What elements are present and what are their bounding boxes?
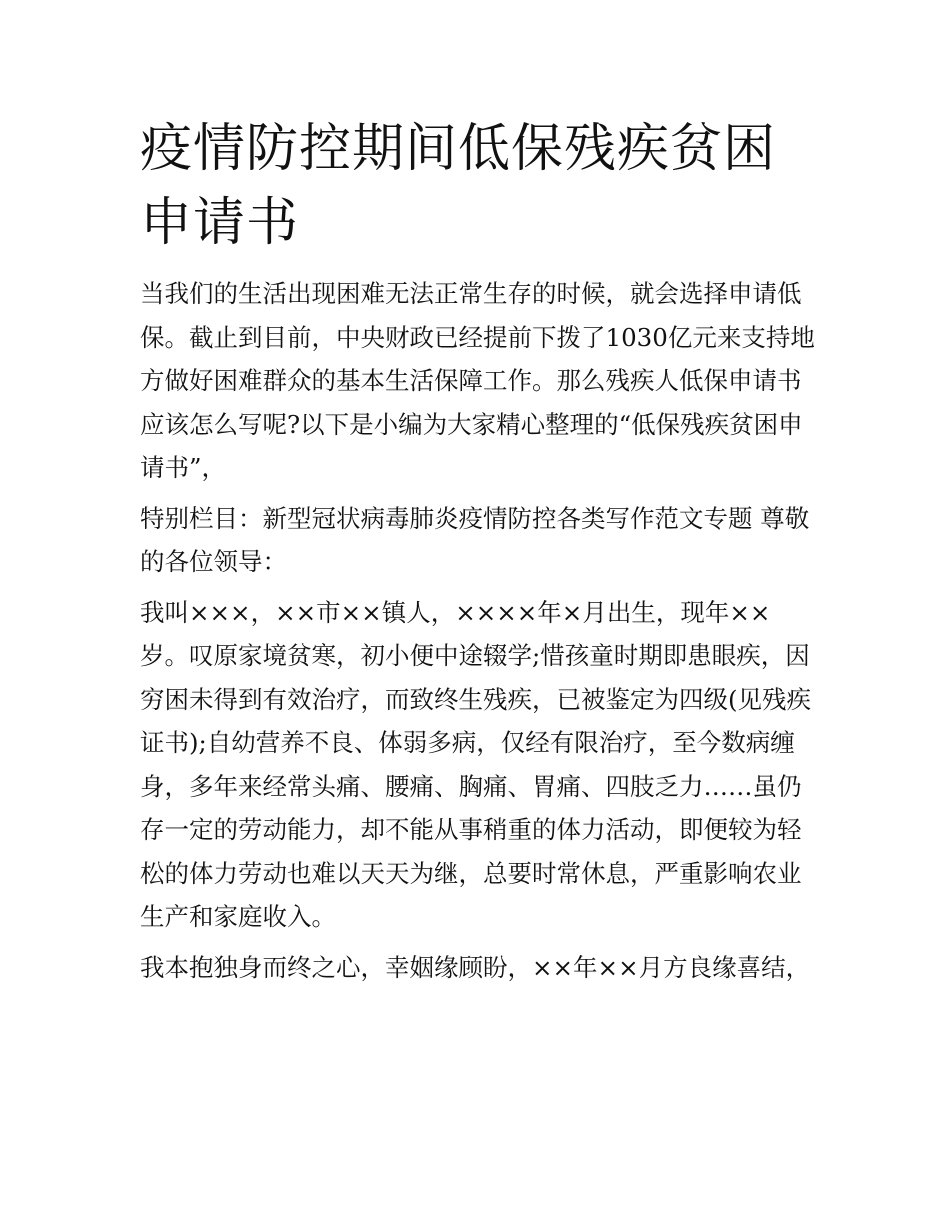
document-page [140, 112, 815, 996]
document-title: 疫情防控期间低保残疾贫困申请书 [140, 119, 777, 253]
paragraph-special-column: 特别栏目：新型冠状病毒肺炎疫情防控各类写作范文专题 尊敬的各位领导： [140, 503, 810, 576]
paragraph-intro: 当我们的生活出现困难无法正常生存的时候，就会选择申请低保。截止到目前，中央财政已经提前下拨了1030亿元来支持地方做好困难群众的基本生活保障工作。那么残疾人低保申请书应该怎么写呢?以下是小编为大家精心整理的“低保残疾贫困申请书”， [140, 279, 815, 482]
paragraph-marriage: 我本抱独身而终之心，幸姻缘顾盼，××年××月方良缘喜结， [140, 952, 811, 982]
paragraph-personal-situation: 我叫×××，××市××镇人，××××年×月出生，现年××岁。叹原家境贫寒，初小便中途辍学;惜孩童时期即患眼疾，因穷困未得到有效治疗，而致终生残疾，已被鉴定为四级(见残疾证书);自幼营养不良、体弱多病，仅经有限治疗，至今数病缠身，多年来经常头痛、腰痛、胸痛、胃痛、四肢乏力……虽仍存一定的劳动能力，却不能从事稍重的体力活动，即便较为轻松的体力劳动也难以天天为继，总要时常休息，严重影响农业生产和家庭收入。 [140, 597, 812, 931]
